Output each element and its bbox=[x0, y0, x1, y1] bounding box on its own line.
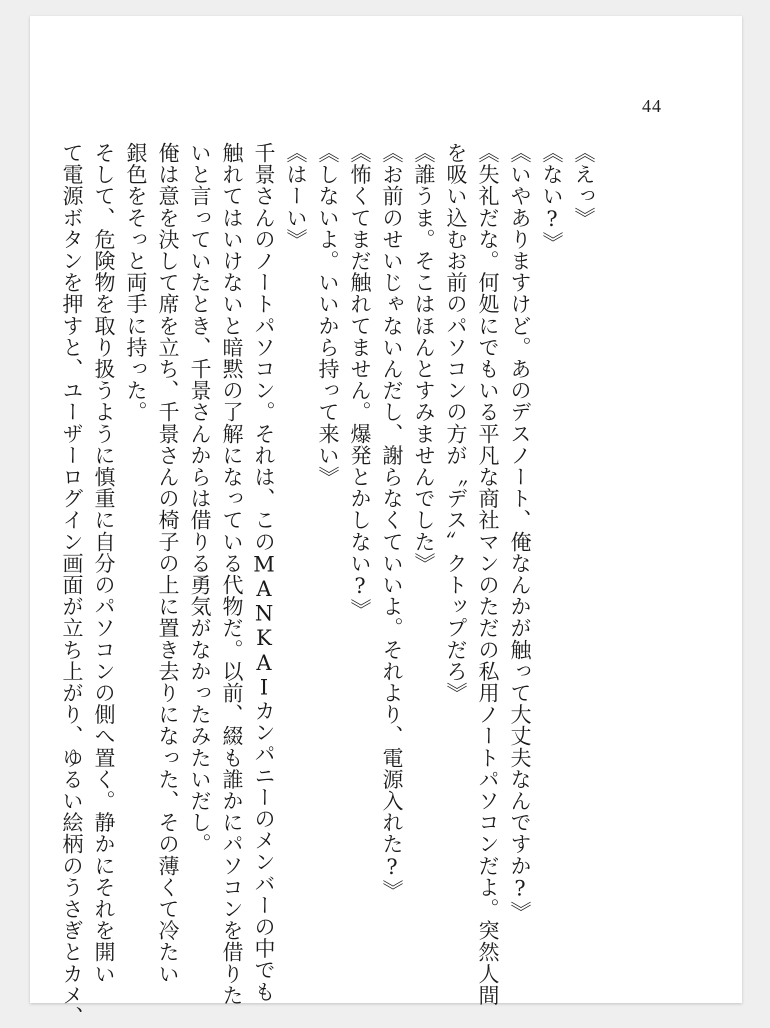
text-line: そして、危険物を取り扱うように慎重に自分のパソコンの側へ置く。静かにそれを開い bbox=[92, 142, 116, 985]
text-line: いと言っていたとき、千景さんからは借りる勇気がなかったみたいだし。 bbox=[188, 142, 212, 855]
text-line: 《えっ》 bbox=[572, 142, 596, 229]
text-line: 千景さんのノートパソコン。それは、このMANKAIカンパニーのメンバーの中でも bbox=[252, 142, 276, 1003]
text-line: 《しないよ。いいから持って来い》 bbox=[316, 142, 340, 488]
text-line: 俺は意を決して席を立ち、千景さんの椅子の上に置き去りになった、その薄くて冷たい bbox=[156, 142, 180, 985]
text-line: 《お前のせいじゃないんだし、謝らなくていいよ。それより、電源入れた?》 bbox=[380, 142, 404, 901]
text-line: 《怖くてまだ触れてません。爆発とかしない?》 bbox=[348, 142, 372, 621]
text-line: 《はーい》 bbox=[284, 142, 308, 250]
text-line: 《ない?》 bbox=[540, 142, 564, 253]
text-line: 銀色をそっと両手に持った。 bbox=[124, 142, 148, 423]
text-line: 《失礼だな。何処にでもいる平凡な商社マンのただの私用ノートパソコンだよ。突然人間 bbox=[476, 142, 500, 1006]
text-line: を吸い込むお前のパソコンの方が〝デス〟クトップだろ》 bbox=[444, 142, 468, 704]
page-number: 44 bbox=[642, 96, 662, 116]
text-line: 《誰うま。そこはほんとすみませんでした》 bbox=[412, 142, 436, 574]
vertical-text-body bbox=[60, 142, 600, 1028]
text-line: 《いやありますけど。あのデスノート、俺なんかが触って大丈夫なんですか?》 bbox=[508, 142, 532, 923]
text-line: 触れてはいけないと暗黙の了解になっている代物だ。以前、綴も誰かにパソコンを借りた bbox=[220, 142, 244, 1006]
text-line: て電源ボタンを押すと、ユーザーログイン画面が立ち上がり、ゆるい絵柄のうさぎとカメ、 bbox=[60, 142, 84, 1028]
book-page bbox=[30, 16, 742, 1028]
